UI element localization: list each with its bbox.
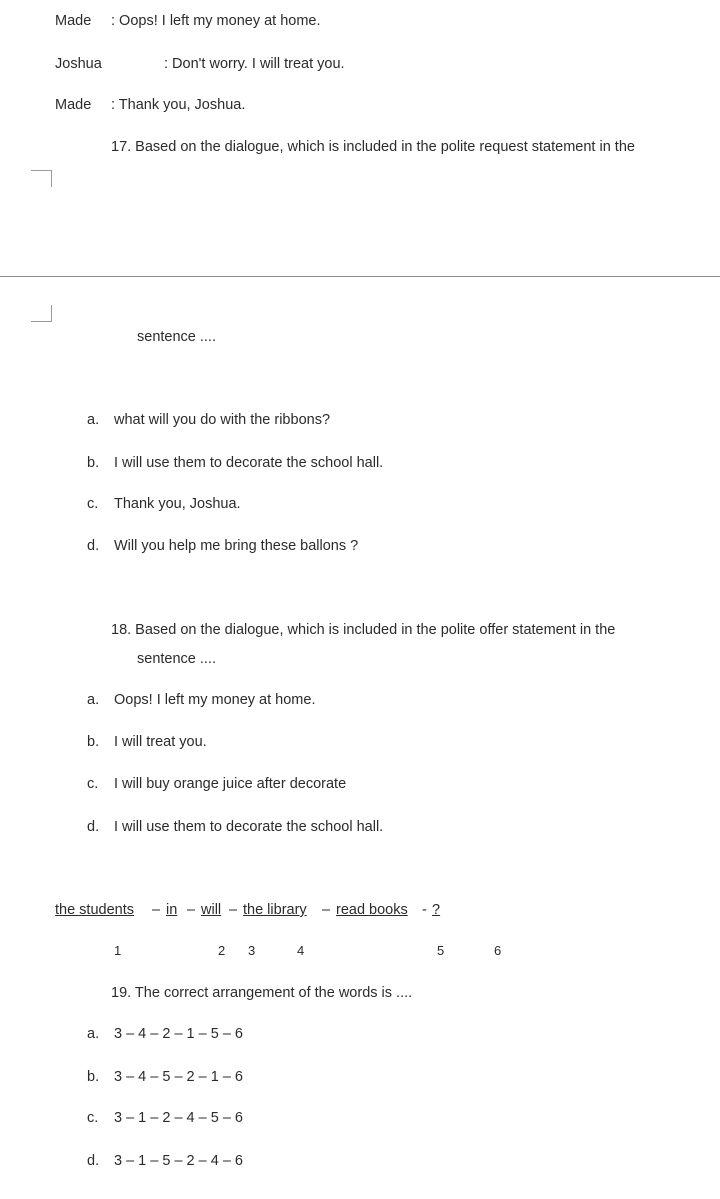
option-letter: b. [87, 455, 100, 471]
scramble-number: 2 [218, 943, 226, 958]
page-corner-marker [31, 170, 52, 187]
scramble-number: 4 [297, 943, 305, 958]
question-stem-continuation: sentence .... [137, 651, 216, 667]
page-break-divider [0, 276, 720, 277]
option-text: 3 – 1 – 5 – 2 – 4 – 6 [114, 1153, 243, 1169]
option-text: 3 – 4 – 2 – 1 – 5 – 6 [114, 1026, 243, 1042]
option-letter: b. [87, 1069, 100, 1085]
dialogue-line: : Don't worry. I will treat you. [164, 56, 345, 72]
question-stem: 19. The correct arrangement of the words is .... [111, 985, 413, 1001]
scramble-word: the library [243, 902, 307, 918]
scramble-number: 6 [494, 943, 502, 958]
option-text: 3 – 4 – 5 – 2 – 1 – 6 [114, 1069, 243, 1085]
scramble-number: 1 [114, 943, 122, 958]
page-corner-marker [31, 305, 52, 322]
option-letter: d. [87, 538, 100, 554]
option-letter: c. [87, 496, 99, 512]
speaker-name: Joshua [55, 56, 102, 72]
option-text: I will treat you. [114, 734, 207, 750]
option-text: Oops! I left my money at home. [114, 692, 316, 708]
option-letter: c. [87, 776, 99, 792]
dialogue-line: : Oops! I left my money at home. [111, 13, 321, 29]
option-text: I will use them to decorate the school hall. [114, 819, 384, 835]
option-text: Will you help me bring these ballons ? [114, 538, 359, 554]
option-text: 3 – 1 – 2 – 4 – 5 – 6 [114, 1110, 243, 1126]
option-text: what will you do with the ribbons? [114, 412, 331, 428]
scramble-number: 5 [437, 943, 445, 958]
option-letter: a. [87, 692, 100, 708]
option-letter: a. [87, 412, 100, 428]
scramble-separator: – [229, 902, 238, 918]
question-stem: 17. Based on the dialogue, which is included in the polite request statement in the [111, 139, 635, 155]
question-stem-continuation: sentence .... [137, 329, 216, 345]
scramble-word: read books [336, 902, 408, 918]
question-stem: 18. Based on the dialogue, which is included in the polite offer statement in the [111, 622, 616, 638]
scramble-word: in [166, 902, 178, 918]
option-text: I will use them to decorate the school hall. [114, 455, 384, 471]
option-letter: d. [87, 1153, 100, 1169]
option-text: I will buy orange juice after decorate [114, 776, 347, 792]
scramble-separator: – [187, 902, 196, 918]
scramble-separator: - [422, 902, 427, 918]
scramble-separator: – [322, 902, 331, 918]
scramble-word: will [201, 902, 222, 918]
option-letter: b. [87, 734, 100, 750]
speaker-name: Made [55, 13, 92, 29]
speaker-name: Made [55, 97, 92, 113]
scramble-number: 3 [248, 943, 256, 958]
option-letter: d. [87, 819, 100, 835]
option-text: Thank you, Joshua. [114, 496, 241, 512]
scramble-word: the students [55, 902, 134, 918]
option-letter: c. [87, 1110, 99, 1126]
option-letter: a. [87, 1026, 100, 1042]
scramble-separator: – [152, 902, 161, 918]
dialogue-line: : Thank you, Joshua. [111, 97, 246, 113]
scramble-word: ? [432, 902, 441, 918]
